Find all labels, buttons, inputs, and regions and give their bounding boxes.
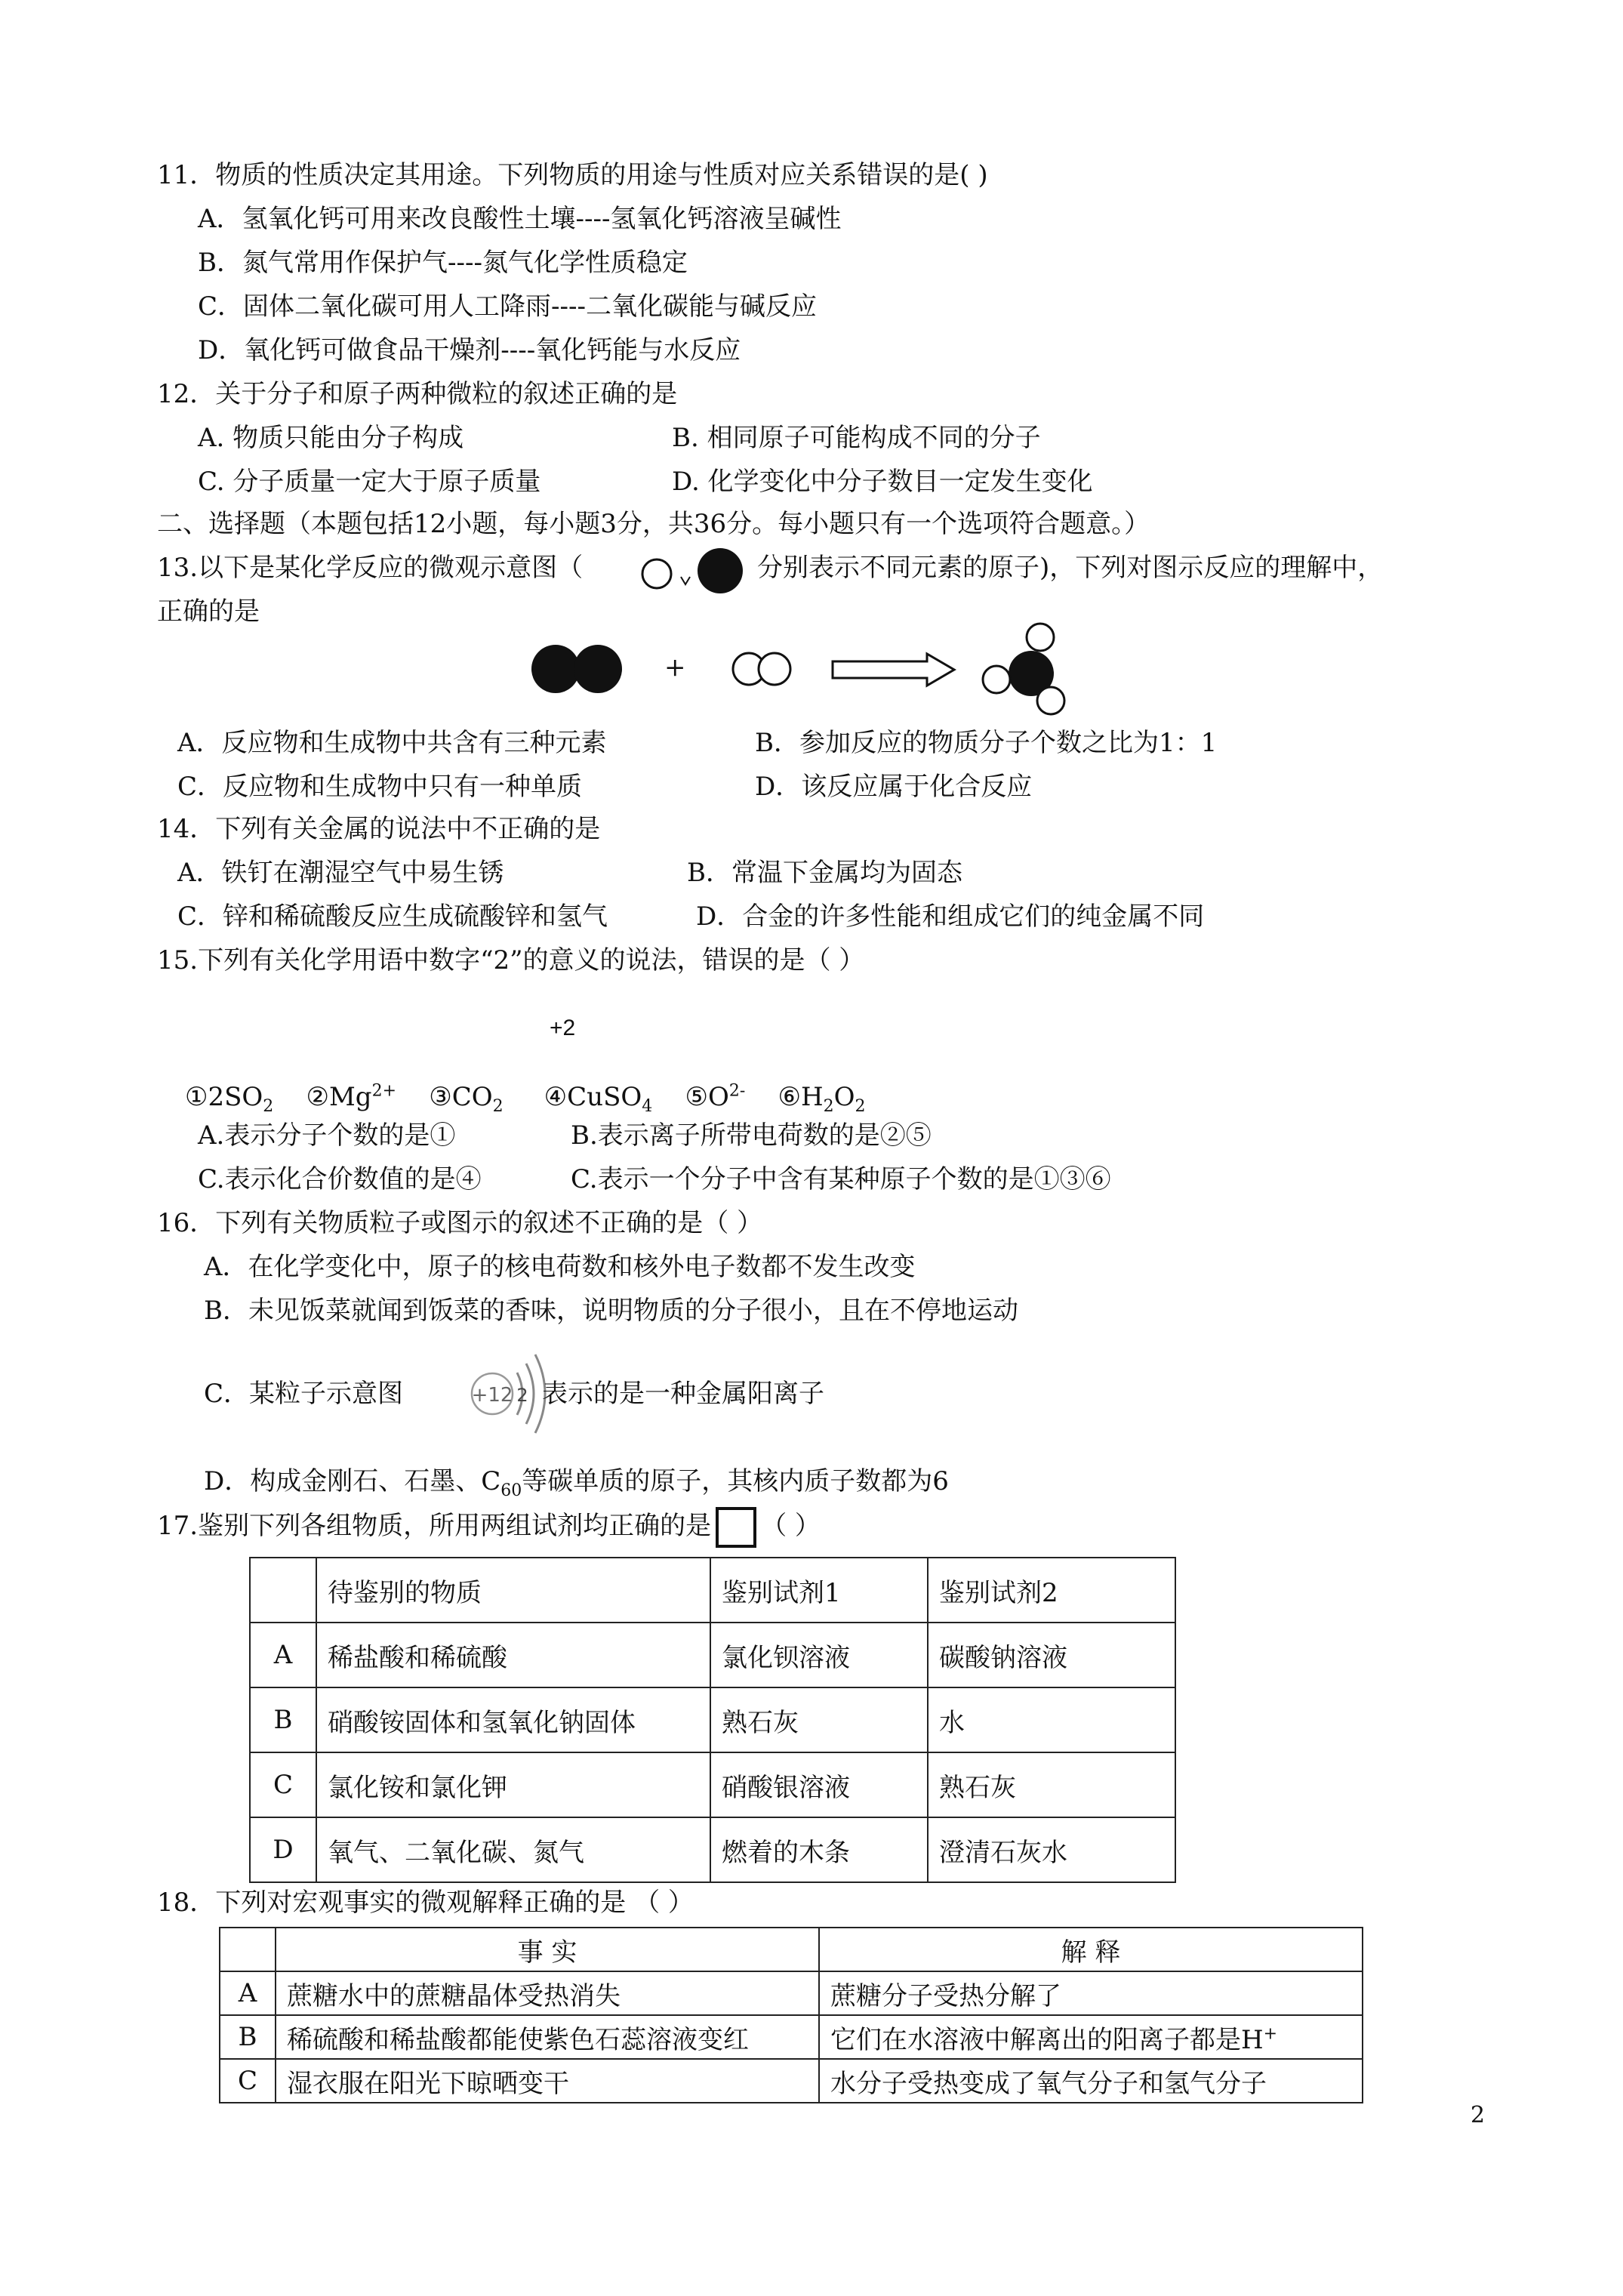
formula-4: ④CuSO$_4$ [544,1082,653,1117]
q18-table [219,1927,1363,2103]
q15-option-d: C.表示一个分子中含有某种原子个数的是①③⑥ [571,1164,1111,1194]
q13-option-d: D．该反应属于化合反应 [755,772,1033,802]
q13-option-b: B．参加反应的物质分子个数之比为1：1 [755,728,1218,758]
row-label: C [250,1752,316,1817]
table-row [220,1971,1363,2015]
q15-option-c: C.表示化合价数值的是④ [198,1164,482,1194]
q12-option-c: C. 分子质量一定大于原子质量 [198,467,541,497]
q14-option-b: B．常温下金属均为固态 [687,858,962,888]
table-cell: 它们在水溶液中解离出的阳离子都是H+ [819,2015,1363,2059]
nucleus-charge-label: +12 [471,1384,513,1407]
table-header-cell: 事 实 [276,1928,819,1971]
page-number: 2 [1471,2102,1486,2128]
q11-stem: 11．物质的性质决定其用途。下列物质的用途与性质对应关系错误的是( ) [157,160,988,190]
q13-stem-start: 13.以下是某化学反应的微观示意图（ [157,553,584,583]
table-cell: 水分子受热变成了氧气分子和氢气分子 [819,2059,1363,2103]
q11-option-a: A．氢氧化钙可用来改良酸性土壤----氢氧化钙溶液呈碱性 [198,204,842,234]
table-cell: 稀硫酸和稀盐酸都能使紫色石蕊溶液变红 [276,2015,819,2059]
table-header-cell: 鉴别试剂2 [928,1558,1175,1623]
q13-stem-line2: 正确的是 [157,596,260,627]
table-header-cell [250,1558,316,1623]
formula-6: $⑥H_2O_2$ [778,1082,866,1117]
table-row [220,2015,1363,2059]
q12-option-d: D. 化学变化中分子数目一定发生变化 [672,467,1093,497]
table-cell: 碳酸钠溶液 [928,1623,1175,1687]
q15-option-b: B.表示离子所带电荷数的是②⑤ [571,1120,932,1151]
reactant-molecule-white-icon [731,646,799,692]
q13-stem-end: 分别表示不同元素的原子)，下列对图示反应的理解中， [757,553,1384,583]
formula-1: $①2SO_2$ [185,1082,274,1117]
table-cell: 湿衣服在阳光下晾晒变干 [276,2059,819,2103]
formula-2: $②Mg^{2+}$ [306,1082,397,1113]
table-row [250,1752,1175,1817]
table-cell: 熟石灰 [710,1687,928,1752]
q13-option-a: A．反应物和生成物中共含有三种元素 [177,728,607,758]
table-cell: 氯化铵和氯化钾 [316,1752,710,1817]
q16-option-c-pre: C．某粒子示意图 [204,1379,404,1409]
q16-option-b: B．未见饭菜就闻到饭菜的香味，说明物质的分子很小，且在不停地运动 [204,1296,1018,1326]
table-cell: 稀盐酸和稀硫酸 [316,1623,710,1687]
table-cell: 硝酸铵固体和氢氧化钠固体 [316,1687,710,1752]
table-cell: 氧气、二氧化碳、氮气 [316,1817,710,1882]
electron-shell-count: 2 [516,1385,528,1406]
table-row [220,2059,1363,2103]
table-header-row [220,1928,1363,1971]
q14-option-c: C．锌和稀硫酸反应生成硫酸锌和氢气 [177,901,608,932]
section-heading: 二、选择题（本题包括12小题，每小题3分，共36分。每小题只有一个选项符合题意。） [157,509,1150,539]
q12-stem: 12．关于分子和原子两种微粒的叙述正确的是 [157,379,678,409]
q12-option-b: B. 相同原子可能构成不同的分子 [672,423,1041,453]
q17-stem: 17.鉴别下列各组物质，所用两组试剂均正确的是 （ ） [157,1507,821,1548]
q18-stem: 18．下列对宏观事实的微观解释正确的是 （ ） [157,1888,694,1918]
row-label: B [220,2015,276,2059]
table-cell: 水 [928,1687,1175,1752]
reactant-molecule-black-icon [528,633,627,701]
q11-option-c: C．固体二氧化碳可用人工降雨----二氧化碳能与碱反应 [198,291,817,322]
table-header-cell [220,1928,276,1971]
q14-option-a: A．铁钉在潮湿空气中易生锈 [177,858,504,888]
table-row [250,1623,1175,1687]
table-cell: 熟石灰 [928,1752,1175,1817]
table-header-cell: 待鉴别的物质 [316,1558,710,1623]
reaction-arrow-icon [830,651,959,689]
q16-option-a: A．在化学变化中，原子的核电荷数和核外电子数都不发生改变 [204,1252,916,1282]
row-label: B [250,1687,316,1752]
table-header-cell: 鉴别试剂1 [710,1558,928,1623]
row-label: A [250,1623,316,1687]
formula-3: $③CO_2$ [429,1082,504,1117]
table-header-cell: 解 释 [819,1928,1363,1971]
table-row [250,1687,1175,1752]
table-header-row [250,1558,1175,1623]
q17-table [249,1557,1176,1883]
q16-option-d: D．构成金刚石、石墨、$C_{60}$等碳单质的原子，其核内质子数都为6 [204,1466,949,1500]
answer-box [716,1507,756,1548]
q15-option-a: A.表示分子个数的是① [198,1120,456,1151]
q14-stem: 14．下列有关金属的说法中不正确的是 [157,814,601,844]
q16-stem: 16．下列有关物质粒子或图示的叙述不正确的是（ ） [157,1208,763,1238]
q11-option-d: D．氧化钙可做食品干燥剂----氧化钙能与水反应 [198,335,741,365]
q15-valence-mark: +2 [550,1015,576,1040]
product-molecule-icon [974,621,1079,719]
q12-option-a: A. 物质只能由分子构成 [198,423,464,453]
formula-5: $⑤O^{2-}$ [685,1082,746,1113]
q16-option-c-post: 表示的是一种金属阳离子 [542,1379,824,1409]
table-row [250,1817,1175,1882]
row-label: A [220,1971,276,2015]
table-cell: 澄清石灰水 [928,1817,1175,1882]
legend-atoms-icon [634,547,747,596]
q13-option-c: C．反应物和生成物中只有一种单质 [177,772,583,802]
table-cell: 蔗糖分子受热分解了 [819,1971,1363,2015]
q11-option-b: B．氮气常用作保护气----氮气化学性质稳定 [198,248,688,278]
q14-option-d: D．合金的许多性能和组成它们的纯金属不同 [696,901,1205,932]
q15-stem: 15.下列有关化学用语中数字“2”的意义的说法，错误的是（ ） [157,945,865,975]
q15-formulas [185,1075,866,1123]
row-label: D [250,1817,316,1882]
row-label: C [220,2059,276,2103]
q13-plus-sign: + [664,652,686,683]
particle-structure-diagram [464,1351,547,1436]
table-cell: 燃着的木条 [710,1817,928,1882]
table-cell: 蔗糖水中的蔗糖晶体受热消失 [276,1971,819,2015]
table-cell: 氯化钡溶液 [710,1623,928,1687]
table-cell: 硝酸银溶液 [710,1752,928,1817]
